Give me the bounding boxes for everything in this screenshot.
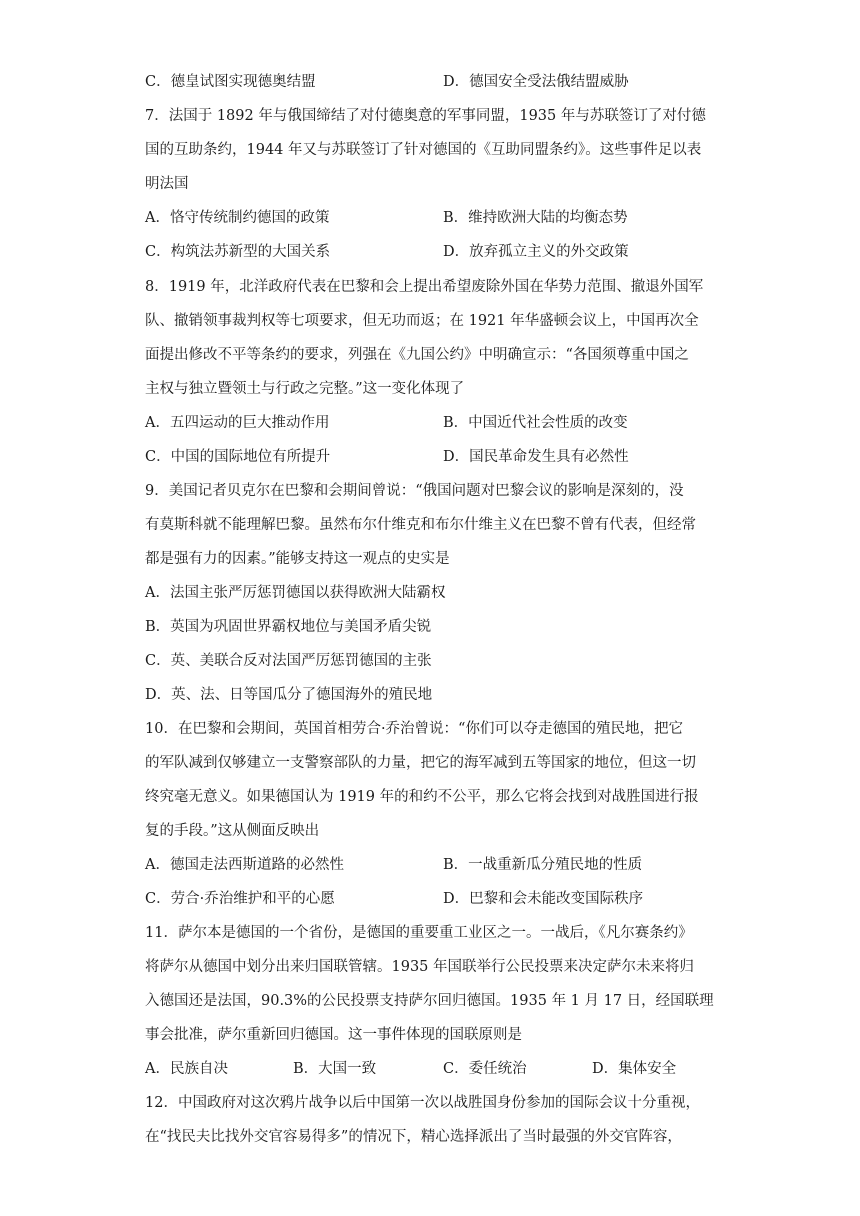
q8-stem-line-2: 队、撤销领事裁判权等七项要求，但无功而返；在 1921 年华盛顿会议上，中国再次全 bbox=[145, 313, 699, 329]
q10-option-c: C．劳合·乔治维护和平的心愿 bbox=[145, 891, 335, 907]
q7-option-a: A．恪守传统制约德国的政策 bbox=[145, 210, 330, 226]
q8-stem-line-3: 面提出修改不平等条约的要求，列强在《九国公约》中明确宣示：“各国须尊重中国之 bbox=[145, 347, 689, 363]
q6-option-d: D．德国安全受法俄结盟威胁 bbox=[443, 74, 629, 90]
q9-option-d: D．英、法、日等国瓜分了德国海外的殖民地 bbox=[145, 687, 433, 703]
q7-option-d: D．放弃孤立主义的外交政策 bbox=[443, 244, 629, 260]
q9-option-b: B．英国为巩固世界霸权地位与美国矛盾尖锐 bbox=[145, 619, 432, 635]
q11-option-d: D．集体安全 bbox=[592, 1061, 677, 1077]
q12-stem-line-2: 在“找民夫比找外交官容易得多”的情况下，精心选择派出了当时最强的外交官阵容， bbox=[145, 1129, 682, 1145]
q9-option-a: A．法国主张严厉惩罚德国以获得欧洲大陆霸权 bbox=[145, 585, 446, 601]
q11-stem-line-1: 11．萨尔本是德国的一个省份，是德国的重要重工业区之一。一战后，《凡尔赛条约》 bbox=[145, 925, 693, 941]
q7-option-b: B．维持欧洲大陆的均衡态势 bbox=[443, 210, 628, 226]
q8-option-c: C．中国的国际地位有所提升 bbox=[145, 449, 331, 465]
q10-stem-line-1: 10．在巴黎和会期间，英国首相劳合·乔治曾说：“你们可以夺走德国的殖民地，把它 bbox=[145, 721, 683, 737]
q11-stem-line-4: 事会批准，萨尔重新回归德国。这一事件体现的国联原则是 bbox=[145, 1027, 522, 1043]
q11-option-a: A．民族自决 bbox=[145, 1061, 228, 1077]
q7-option-c: C．构筑法苏新型的大国关系 bbox=[145, 244, 331, 260]
q7-stem-line-3: 明法国 bbox=[145, 176, 189, 192]
q7-stem-line-1: 7．法国于 1892 年与俄国缔结了对付德奥意的军事同盟，1935 年与苏联签订了对付德 bbox=[145, 108, 706, 124]
q8-option-a: A．五四运动的巨大推动作用 bbox=[145, 415, 330, 431]
q12-stem-line-1: 12．中国政府对这次鸦片战争以后中国第一次以战胜国身份参加的国际会议十分重视， bbox=[145, 1095, 700, 1111]
q11-stem-line-2: 将萨尔从德国中划分出来归国联管辖。1935 年国联举行公民投票来决定萨尔未来将归 bbox=[145, 959, 695, 975]
q8-stem-line-1: 8．1919 年，北洋政府代表在巴黎和会上提出希望废除外国在华势力范围、撤退外国军 bbox=[145, 279, 704, 295]
q10-stem-line-4: 复的手段。”这从侧面反映出 bbox=[145, 823, 320, 839]
q9-option-c: C．英、美联合反对法国严厉惩罚德国的主张 bbox=[145, 653, 432, 669]
q10-stem-line-2: 的军队减到仅够建立一支警察部队的力量，把它的海军减到五等国家的地位，但这一切 bbox=[145, 755, 696, 771]
q8-option-d: D．国民革命发生具有必然性 bbox=[443, 449, 629, 465]
q10-option-b: B．一战重新瓜分殖民地的性质 bbox=[443, 857, 643, 873]
q10-stem-line-3: 终究毫无意义。如果德国认为 1919 年的和约不公平，那么它将会找到对战胜国进行报 bbox=[145, 789, 699, 805]
q8-option-b: B．中国近代社会性质的改变 bbox=[443, 415, 628, 431]
q10-option-d: D．巴黎和会未能改变国际秩序 bbox=[443, 891, 644, 907]
q7-stem-line-2: 国的互助条约，1944 年又与苏联签订了针对德国的《互助同盟条约》。这些事件足以表 bbox=[145, 142, 702, 158]
q11-stem-line-3: 入德国还是法国，90.3%的公民投票支持萨尔回归德国。1935 年 1 月 17 日，经国联理 bbox=[145, 993, 714, 1009]
q9-stem-line-3: 都是强有力的因素。”能够支持这一观点的史实是 bbox=[145, 551, 450, 567]
q11-option-c: C．委任统治 bbox=[443, 1061, 527, 1077]
q10-option-a: A．德国走法西斯道路的必然性 bbox=[145, 857, 344, 873]
q9-stem-line-1: 9．美国记者贝克尔在巴黎和会期间曾说：“俄国问题对巴黎会议的影响是深刻的，没 bbox=[145, 483, 684, 499]
q8-stem-line-4: 主权与独立暨领土与行政之完整。”这一变化体现了 bbox=[145, 381, 465, 397]
q11-option-b: B．大国一致 bbox=[293, 1061, 377, 1077]
q9-stem-line-2: 有莫斯科就不能理解巴黎。虽然布尔什维克和布尔什维主义在巴黎不曾有代表，但经常 bbox=[145, 517, 696, 533]
q6-option-c: C．德皇试图实现德奥结盟 bbox=[145, 74, 316, 90]
